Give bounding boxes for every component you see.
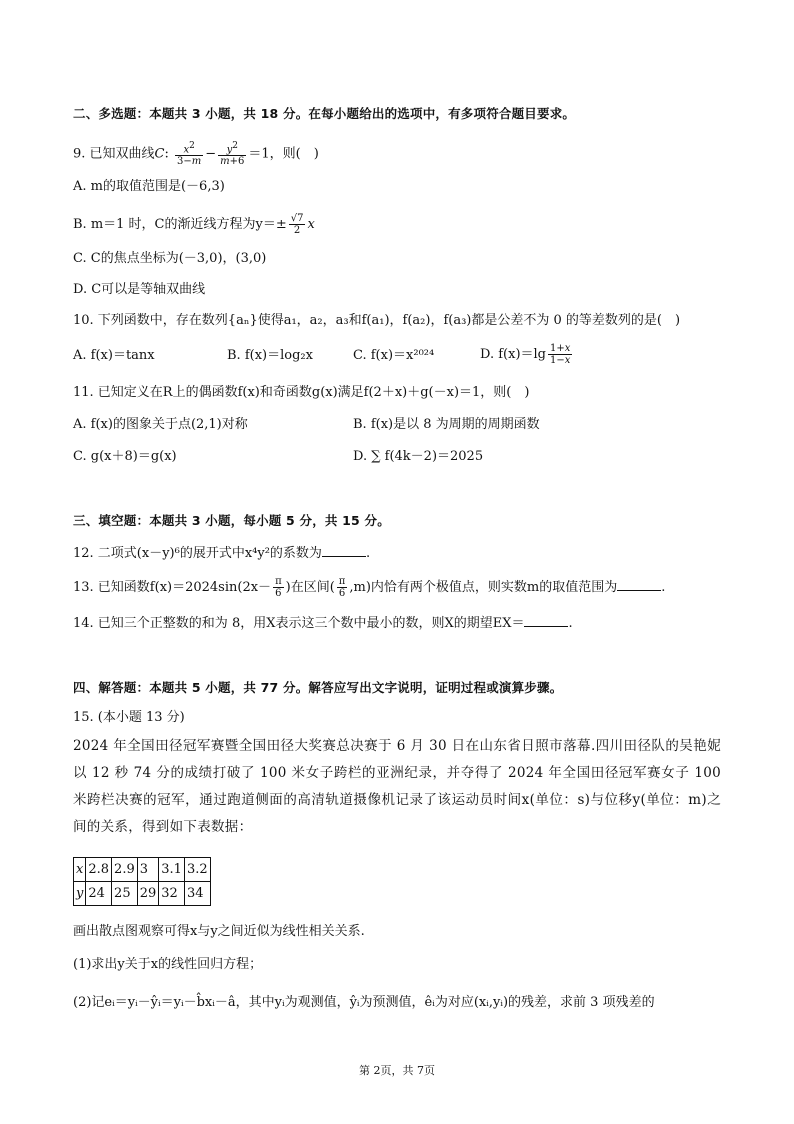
- q11-option-a: A. f(x)的图象关于点(2,1)对称: [73, 417, 248, 432]
- q15-data-table: [73, 857, 211, 906]
- table-cell: 3.1: [159, 858, 185, 882]
- q10-option-b: B. f(x)＝log₂x: [227, 348, 313, 363]
- q10-stem: 10. 下列函数中，存在数列{aₙ}使得a₁，a₂，a₃和f(a₁)，f(a₂)，f(a₃)都是公差不为 0 的等差数列的是( ): [73, 313, 681, 328]
- q11-option-d: D. ∑ f(4k－2)＝2025: [353, 449, 484, 464]
- q9-stem: 9. 已知双曲线C: $\frac{x^2}{3-m}$ − $\frac{y^2}{m+6}$ ＝1，则( ): [73, 141, 319, 168]
- q9-option-d: D. C可以是等轴双曲线: [73, 282, 206, 297]
- q10-option-d: D. f(x)＝lg $\frac{1+x}{1-x}$: [480, 343, 571, 366]
- page-footer: 第 2页，共 7页: [359, 1064, 435, 1077]
- table-cell: x: [74, 858, 86, 882]
- q15-after-table: 画出散点图观察可得x与y之间近似为线性相关关系.: [73, 924, 365, 939]
- q14-stem: 14. 已知三个正整数的和为 8，用X表示这三个数中最小的数，则X的期望EX＝ .: [73, 616, 573, 631]
- q13-stem: 13. 已知函数f(x)＝2024sin(2x－ $\frac{\pi}{6}$ )在区间( $\frac{\pi}{6}$ ,m)内恰有两个极值点，则实数m的取值范围为 .: [73, 576, 666, 599]
- table-cell: 2.9: [112, 858, 138, 882]
- q13-pi6-frac-1: $\frac{\pi}{6}$: [275, 576, 282, 599]
- table-cell: 24: [86, 882, 112, 906]
- table-cell: 3: [137, 858, 159, 882]
- q10-option-a: A. f(x)＝tanx: [73, 348, 155, 363]
- q9-frac-2: $\frac{y^2}{m+6}$: [220, 141, 245, 168]
- q15-part-2: (2)记eᵢ＝yᵢ－ŷᵢ＝yᵢ－b̂xᵢ－â，其中yᵢ为观测值，ŷᵢ为预测值，êᵢ为对应(xᵢ,yᵢ)的残差，求前 3 项残差的: [73, 995, 655, 1010]
- q11-option-c: C. g(x＋8)＝g(x): [73, 449, 177, 464]
- q15-head: 15. (本小题 13 分): [73, 710, 185, 725]
- table-cell: 29: [137, 882, 159, 906]
- q9-option-b: B. m＝1 时，C的渐近线方程为y＝± $\frac{√7}{2}$ x: [73, 213, 315, 236]
- table-cell: 25: [112, 882, 138, 906]
- table-cell: 2.8: [86, 858, 112, 882]
- table-cell: y: [74, 882, 86, 906]
- q9-option-a: A. m的取值范围是(－6,3): [73, 179, 225, 194]
- q11-option-b: B. f(x)是以 8 为周期的周期函数: [353, 417, 540, 432]
- q15-body: 2024 年全国田径冠军赛暨全国田径大奖赛总决赛于 6 月 30 日在山东省日照市落幕.四川田径队的吴艳妮以 12 秒 74 分的成绩打破了 100 米女子跨栏的亚洲纪录，并夺得了 2024 年全国田径冠军赛女子 100 米跨栏决赛的冠军，通过跑道侧面的高清轨道摄像机记录了该运动员时间x(单位：s)与位移y(单位：m)之间的关系，得到如下表数据：: [73, 738, 721, 835]
- table-row: [74, 858, 211, 882]
- q9-frac-1: $\frac{x^2}{3-m}$: [177, 141, 202, 168]
- table-cell: 32: [159, 882, 185, 906]
- section-4-title: 四、解答题：本题共 5 小题，共 77 分。解答应写出文字说明，证明过程或演算步骤。: [73, 680, 563, 695]
- table-cell: 34: [184, 882, 210, 906]
- section-3-title: 三、填空题：本题共 3 小题，每小题 5 分，共 15 分。: [73, 513, 390, 528]
- q13-pi6-frac-2: $\frac{\pi}{6}$: [338, 576, 346, 599]
- q12-answer-blank: [322, 544, 366, 557]
- q12-stem: 12. 二项式(x－y)⁶的展开式中x⁴y²的系数为 .: [73, 546, 371, 561]
- q10-option-c: C. f(x)＝x²⁰²⁴: [353, 348, 435, 363]
- q10-log-frac: $\frac{1+x}{1-x}$: [550, 343, 571, 366]
- q11-stem: 11. 已知定义在R上的偶函数f(x)和奇函数g(x)满足f(2＋x)＋g(－x)＝1，则( ): [73, 385, 530, 400]
- table-row: [74, 882, 211, 906]
- section-2-title: 二、多选题：本题共 3 小题，共 18 分。在每小题给出的选项中，有多项符合题目要求。: [73, 106, 576, 121]
- q15-part-1: (1)求出y关于x的线性回归方程；: [73, 957, 263, 972]
- q9-sqrt7-frac: $\frac{√7}{2}$: [290, 213, 304, 236]
- q14-answer-blank: [524, 614, 568, 627]
- table-cell: 3.2: [184, 858, 210, 882]
- q9-option-c: C. C的焦点坐标为(－3,0)，(3,0): [73, 251, 267, 266]
- q13-answer-blank: [617, 578, 661, 591]
